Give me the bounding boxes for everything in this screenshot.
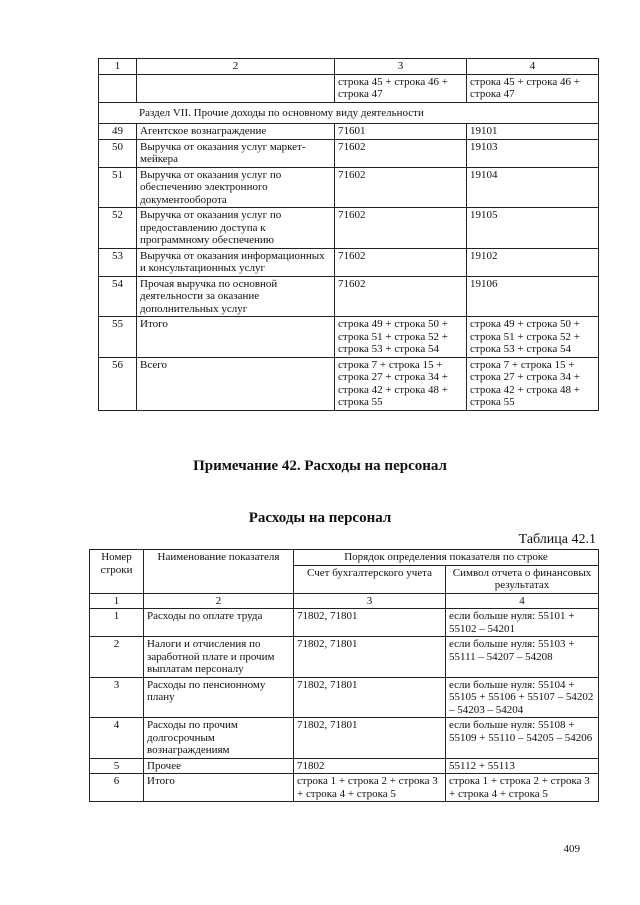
row-number: 5 xyxy=(90,758,144,774)
row-number: 2 xyxy=(90,637,144,678)
row-account: 71601 xyxy=(335,124,467,140)
row-symbol: строка 45 + строка 46 + строка 47 xyxy=(467,74,599,102)
row-symbol: 55112 + 55113 xyxy=(446,758,599,774)
table-row xyxy=(90,718,599,759)
row-symbol: если больше нуля: 55108 + 55109 + 55110 – 54205 – 54206 xyxy=(446,718,599,759)
row-number xyxy=(99,74,137,102)
row-number: 6 xyxy=(90,774,144,802)
row-account: 71802, 71801 xyxy=(294,637,446,678)
table-label: Таблица 42.1 xyxy=(518,532,596,547)
row-number: 52 xyxy=(99,208,137,249)
row-name: Итого xyxy=(144,774,294,802)
row-account: строка 49 + строка 50 + строка 51 + строка 52 + строка 53 + строка 54 xyxy=(335,317,467,358)
row-account: строка 45 + строка 46 + строка 47 xyxy=(335,74,467,102)
table-row xyxy=(90,609,599,637)
section-row xyxy=(99,102,599,124)
row-symbol: если больше нуля: 55101 + 55102 – 54201 xyxy=(446,609,599,637)
row-symbol: если больше нуля: 55104 + 55105 + 55106 + 55107 – 54202 – 54203 – 54204 xyxy=(446,677,599,718)
row-account: 71602 xyxy=(335,208,467,249)
row-account: строка 7 + строка 15 + строка 27 + строка 34 + строка 42 + строка 48 + строка 55 xyxy=(335,357,467,410)
row-symbol: 19103 xyxy=(467,139,599,167)
table-header-row xyxy=(99,59,599,75)
header-account: Счет бухгалтерского учета xyxy=(294,565,446,593)
table-row xyxy=(90,774,599,802)
row-name: Итого xyxy=(137,317,335,358)
row-number: 51 xyxy=(99,167,137,208)
header-symbol: Символ отчета о финансовых результатах xyxy=(446,565,599,593)
section-title: Раздел VII. Прочие доходы по основному виду деятельности xyxy=(99,102,599,124)
row-name: Расходы по оплате труда xyxy=(144,609,294,637)
row-name: Расходы по прочим долгосрочным вознаграждениям xyxy=(144,718,294,759)
table-row xyxy=(99,139,599,167)
header-order: Порядок определения показателя по строке xyxy=(294,550,599,566)
row-number: 3 xyxy=(90,677,144,718)
table-row xyxy=(99,357,599,410)
income-table xyxy=(98,58,599,411)
header-cell: 3 xyxy=(335,59,467,75)
row-number: 53 xyxy=(99,248,137,276)
row-account: 71602 xyxy=(335,248,467,276)
row-symbol: 19101 xyxy=(467,124,599,140)
row-symbol: 19106 xyxy=(467,276,599,317)
table-row xyxy=(99,276,599,317)
row-symbol: 19104 xyxy=(467,167,599,208)
row-symbol: 19102 xyxy=(467,248,599,276)
table-header-row xyxy=(90,550,599,566)
row-name: Расходы по пенсионному плану xyxy=(144,677,294,718)
table-row xyxy=(99,167,599,208)
header-cell: 2 xyxy=(137,59,335,75)
header-indicator-name: Наименование показателя xyxy=(144,550,294,594)
row-number: 50 xyxy=(99,139,137,167)
column-number: 4 xyxy=(446,593,599,609)
table-row xyxy=(90,677,599,718)
row-number: 54 xyxy=(99,276,137,317)
row-number: 49 xyxy=(99,124,137,140)
table-row xyxy=(90,758,599,774)
table-row xyxy=(99,317,599,358)
row-account: 71802, 71801 xyxy=(294,677,446,718)
header-row-number: Номер строки xyxy=(90,550,144,594)
row-account: строка 1 + строка 2 + строка 3 + строка 4 + строка 5 xyxy=(294,774,446,802)
row-name: Налоги и отчисления по заработной плате и прочим выплатам персоналу xyxy=(144,637,294,678)
row-number: 56 xyxy=(99,357,137,410)
column-number: 2 xyxy=(144,593,294,609)
row-name xyxy=(137,74,335,102)
personnel-expenses-table xyxy=(89,549,599,802)
table-row xyxy=(99,124,599,140)
column-number: 3 xyxy=(294,593,446,609)
header-cell: 1 xyxy=(99,59,137,75)
column-number: 1 xyxy=(90,593,144,609)
row-account: 71602 xyxy=(335,167,467,208)
row-number: 1 xyxy=(90,609,144,637)
table-row xyxy=(99,208,599,249)
row-number: 4 xyxy=(90,718,144,759)
table-row xyxy=(90,637,599,678)
table-row xyxy=(99,74,599,102)
row-name: Прочее xyxy=(144,758,294,774)
row-symbol: 19105 xyxy=(467,208,599,249)
row-account: 71802 xyxy=(294,758,446,774)
note-title: Примечание 42. Расходы на персонал xyxy=(193,458,447,474)
row-account: 71802, 71801 xyxy=(294,609,446,637)
row-name: Выручка от оказания услуг по обеспечению электронного документооборота xyxy=(137,167,335,208)
row-symbol: строка 1 + строка 2 + строка 3 + строка 4 + строка 5 xyxy=(446,774,599,802)
row-name: Выручка от оказания информационных и консультационных услуг xyxy=(137,248,335,276)
header-cell: 4 xyxy=(467,59,599,75)
section-subtitle: Расходы на персонал xyxy=(248,510,392,526)
page-number: 409 xyxy=(563,843,580,855)
column-number-row xyxy=(90,593,599,609)
row-symbol: строка 49 + строка 50 + строка 51 + строка 52 + строка 53 + строка 54 xyxy=(467,317,599,358)
row-name: Всего xyxy=(137,357,335,410)
table-row xyxy=(99,248,599,276)
row-account: 71602 xyxy=(335,139,467,167)
row-name: Прочая выручка по основной деятельности за оказание дополнительных услуг xyxy=(137,276,335,317)
row-name: Выручка от оказания услуг маркет-мейкера xyxy=(137,139,335,167)
row-symbol: если больше нуля: 55103 + 55111 – 54207 – 54208 xyxy=(446,637,599,678)
row-account: 71802, 71801 xyxy=(294,718,446,759)
row-number: 55 xyxy=(99,317,137,358)
row-symbol: строка 7 + строка 15 + строка 27 + строка 34 + строка 42 + строка 48 + строка 55 xyxy=(467,357,599,410)
row-account: 71602 xyxy=(335,276,467,317)
row-name: Выручка от оказания услуг по предоставлению доступа к программному обеспечению xyxy=(137,208,335,249)
row-name: Агентское вознаграждение xyxy=(137,124,335,140)
